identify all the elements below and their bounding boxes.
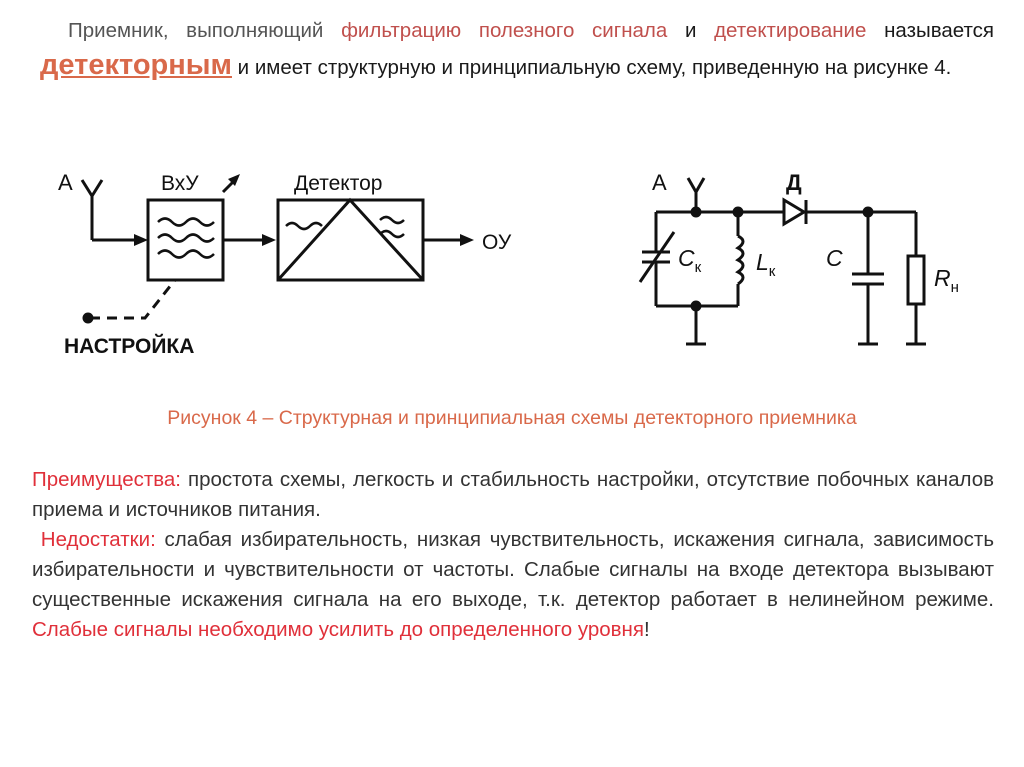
diode-label: Д [786,170,802,195]
block-antenna-label: А [58,170,73,195]
figure-caption: Рисунок 4 – Структурная и принципиальная схемы детекторного приемника [167,407,857,429]
intro-highlight-detector-type: детекторным [40,49,232,81]
detector-waves-icon [286,217,404,237]
diode-icon [784,200,806,224]
detector-block [278,200,423,280]
c-label: C [826,245,843,271]
block-diagram [82,174,474,322]
input-block-label: ВхУ [161,172,199,195]
pros-cons-section [32,465,994,645]
intro-text-1: Приемник, выполняющий [68,19,342,42]
tuning-dashed-line [90,280,175,318]
disadvantages-text: слабая избирательность, низкая чувствительность, искажения сигнала, зависимость избирательности и чувствительности от частоты. Слабые сигналы на входе детектора вызывают существенные искажения сигнала на его выходе, т.к. детектор работает в нелинейном режиме. [32,528,994,611]
disadvantages-paragraph [32,525,994,645]
advantages-text: простота схемы, легкость и стабильность настройки, отсутствие побочных каналов приема и источников питания. [32,468,994,521]
ck-label: $C_к$ [678,245,702,276]
advantages-title: Преимущества: [32,468,181,491]
intro-highlight-filtering: фильтрацию полезного сигнала [341,19,668,42]
intro-text-4: и имеет структурную и принципиальную схему, приведенную на рисунке 4. [231,56,952,79]
intro-highlight-detection: детектирование [714,19,867,42]
rn-label: $R_н$ [934,265,959,296]
tuning-label: НАСТРОЙКА [64,335,195,358]
circuit-antenna-label: А [652,170,667,195]
disadvantages-highlight: Слабые сигналы необходимо усилить до определенного уровня [32,618,644,641]
advantages-paragraph [32,465,994,525]
resistor-icon [908,256,924,304]
intro-text-2: и [667,19,715,42]
inductor-icon [738,236,743,284]
lk-label: $L_к$ [756,249,776,280]
output-block-label: ОУ [482,231,512,254]
intro-text-3: называется [866,19,994,42]
filter-waves-icon [158,219,214,258]
block-labels [58,170,512,358]
disadvantages-end: ! [643,618,650,641]
detector-block-label: Детектор [294,172,383,195]
disadvantages-title: Недостатки: [40,528,156,551]
antenna-icon [82,180,102,240]
